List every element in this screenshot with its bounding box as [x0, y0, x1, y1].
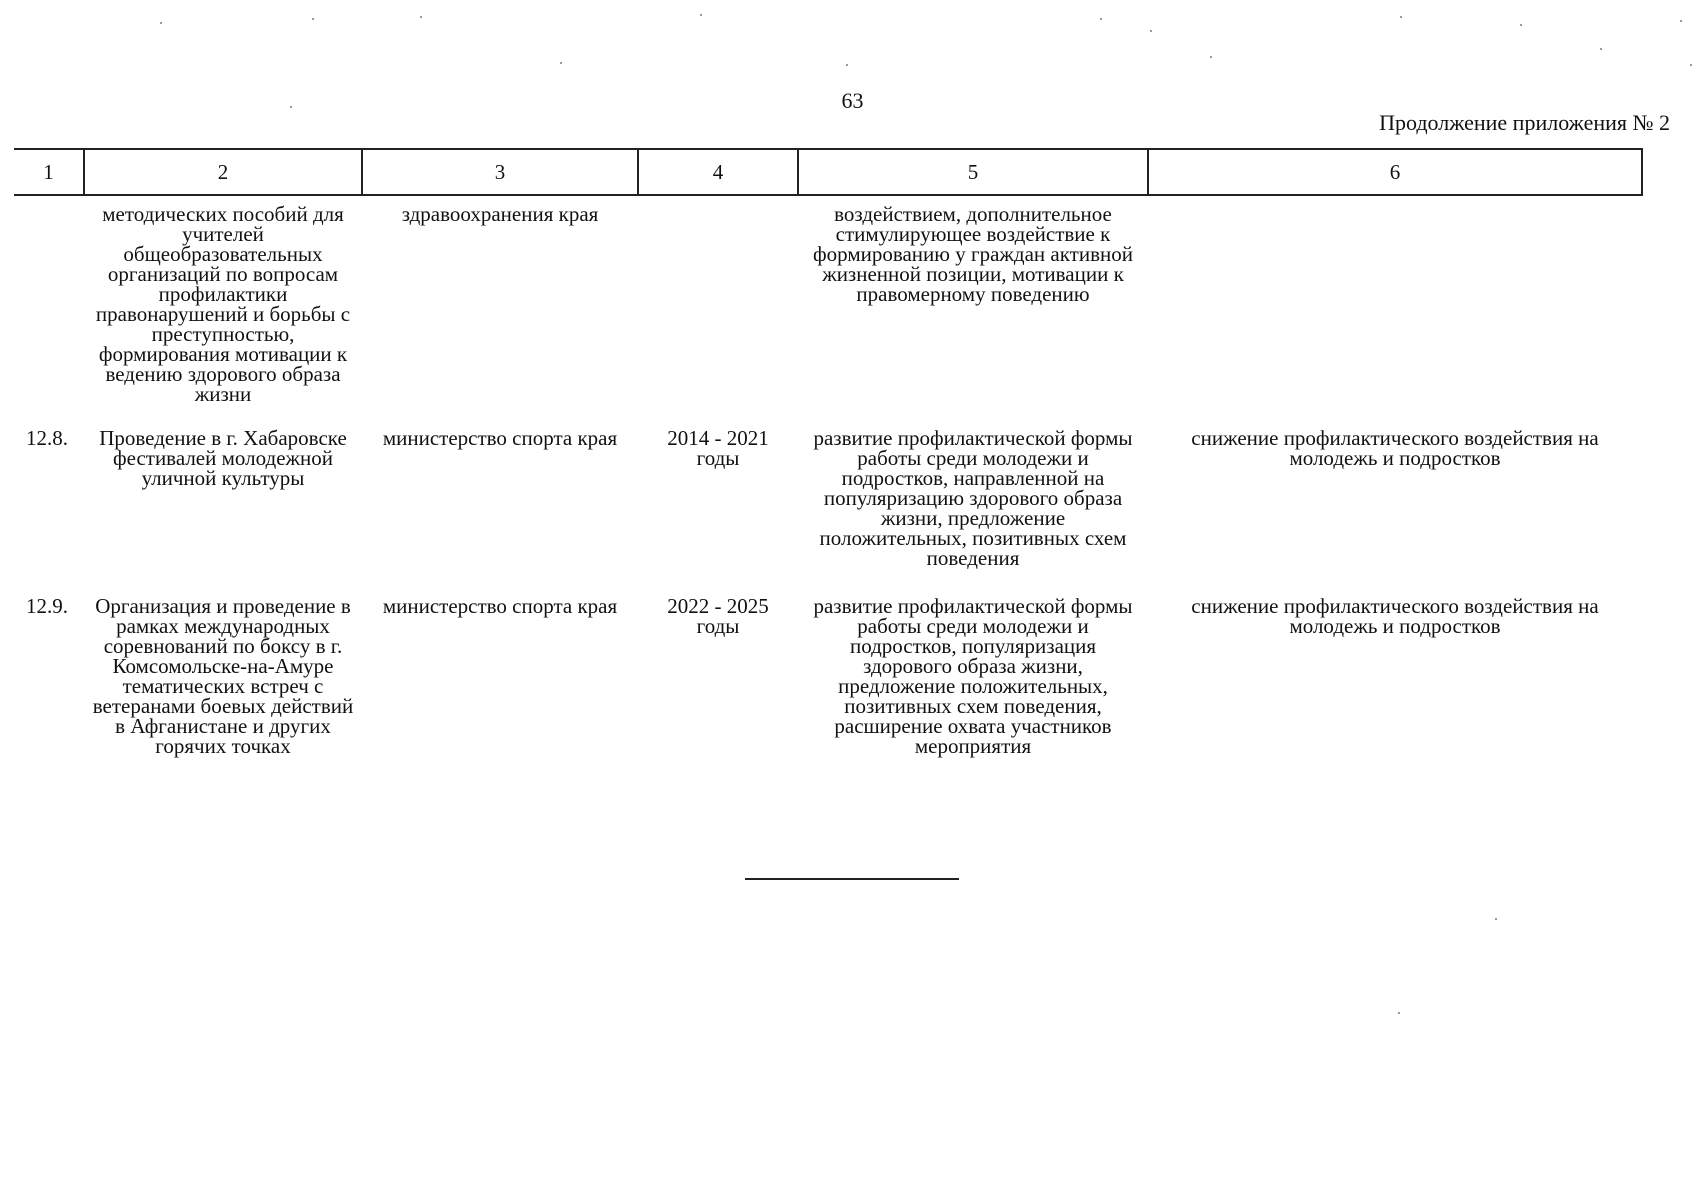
row-number [14, 195, 84, 428]
appendix-table [14, 148, 1643, 784]
period-cell [638, 195, 798, 428]
table-row [14, 596, 1642, 784]
page-number: 63 [841, 88, 864, 113]
consequence-cell: снижение профилактического воздействия на молодежь и подростков [1191, 426, 1599, 470]
executor-cell: министерство спорта края [382, 594, 618, 618]
column-header-4: 4 [638, 149, 798, 195]
result-cell: развитие профилактической формы работы среди молодежи и подростков, направленной на популяризацию здорового образа жизни, предложение положительных, позитивных схем поведения [813, 426, 1133, 570]
event-cell: методических пособий для учителей общеобразовательных организаций по вопросам профилактики правонарушений и борьбы с преступностью, формирования мотивации к ведению здорового образа жизни [95, 202, 351, 406]
row-number: 12.9. [26, 594, 68, 618]
consequence-cell [1148, 195, 1642, 428]
period-cell: 2014 - 2021 годы [667, 426, 769, 470]
table-row [14, 195, 1642, 428]
event-cell: Проведение в г. Хабаровске фестивалей молодежной уличной культуры [99, 426, 347, 490]
end-of-document-rule [745, 878, 959, 880]
column-header-2: 2 [84, 149, 362, 195]
appendix-continuation-note: Продолжение приложения № 2 [1379, 110, 1670, 135]
column-header-5: 5 [798, 149, 1148, 195]
executor-cell: здравоохранения края [401, 202, 599, 226]
column-header-1: 1 [14, 149, 84, 195]
event-cell: Организация и проведение в рамках международных соревнований по боксу в г. Комсомольске-на-Амуре тематических встреч с ветеранами боевых действий в Афганистане и других горячих точках [92, 594, 354, 758]
column-header-6: 6 [1148, 149, 1642, 195]
result-cell: воздействием, дополнительное стимулирующее воздействие к формированию у граждан активной жизненной позиции, мотивации к правомерному поведению [813, 202, 1133, 306]
row-number: 12.8. [26, 426, 68, 450]
executor-cell: министерство спорта края [382, 426, 618, 450]
column-header-3: 3 [362, 149, 638, 195]
table-row [14, 428, 1642, 596]
result-cell: развитие профилактической формы работы среди молодежи и подростков, популяризация здорового образа жизни, предложение положительных, позитивных схем поведения, расширение охвата участников мероприятия [813, 594, 1133, 758]
consequence-cell: снижение профилактического воздействия на молодежь и подростков [1191, 594, 1599, 638]
period-cell: 2022 - 2025 годы [667, 594, 769, 638]
table-header-row [14, 149, 1642, 195]
